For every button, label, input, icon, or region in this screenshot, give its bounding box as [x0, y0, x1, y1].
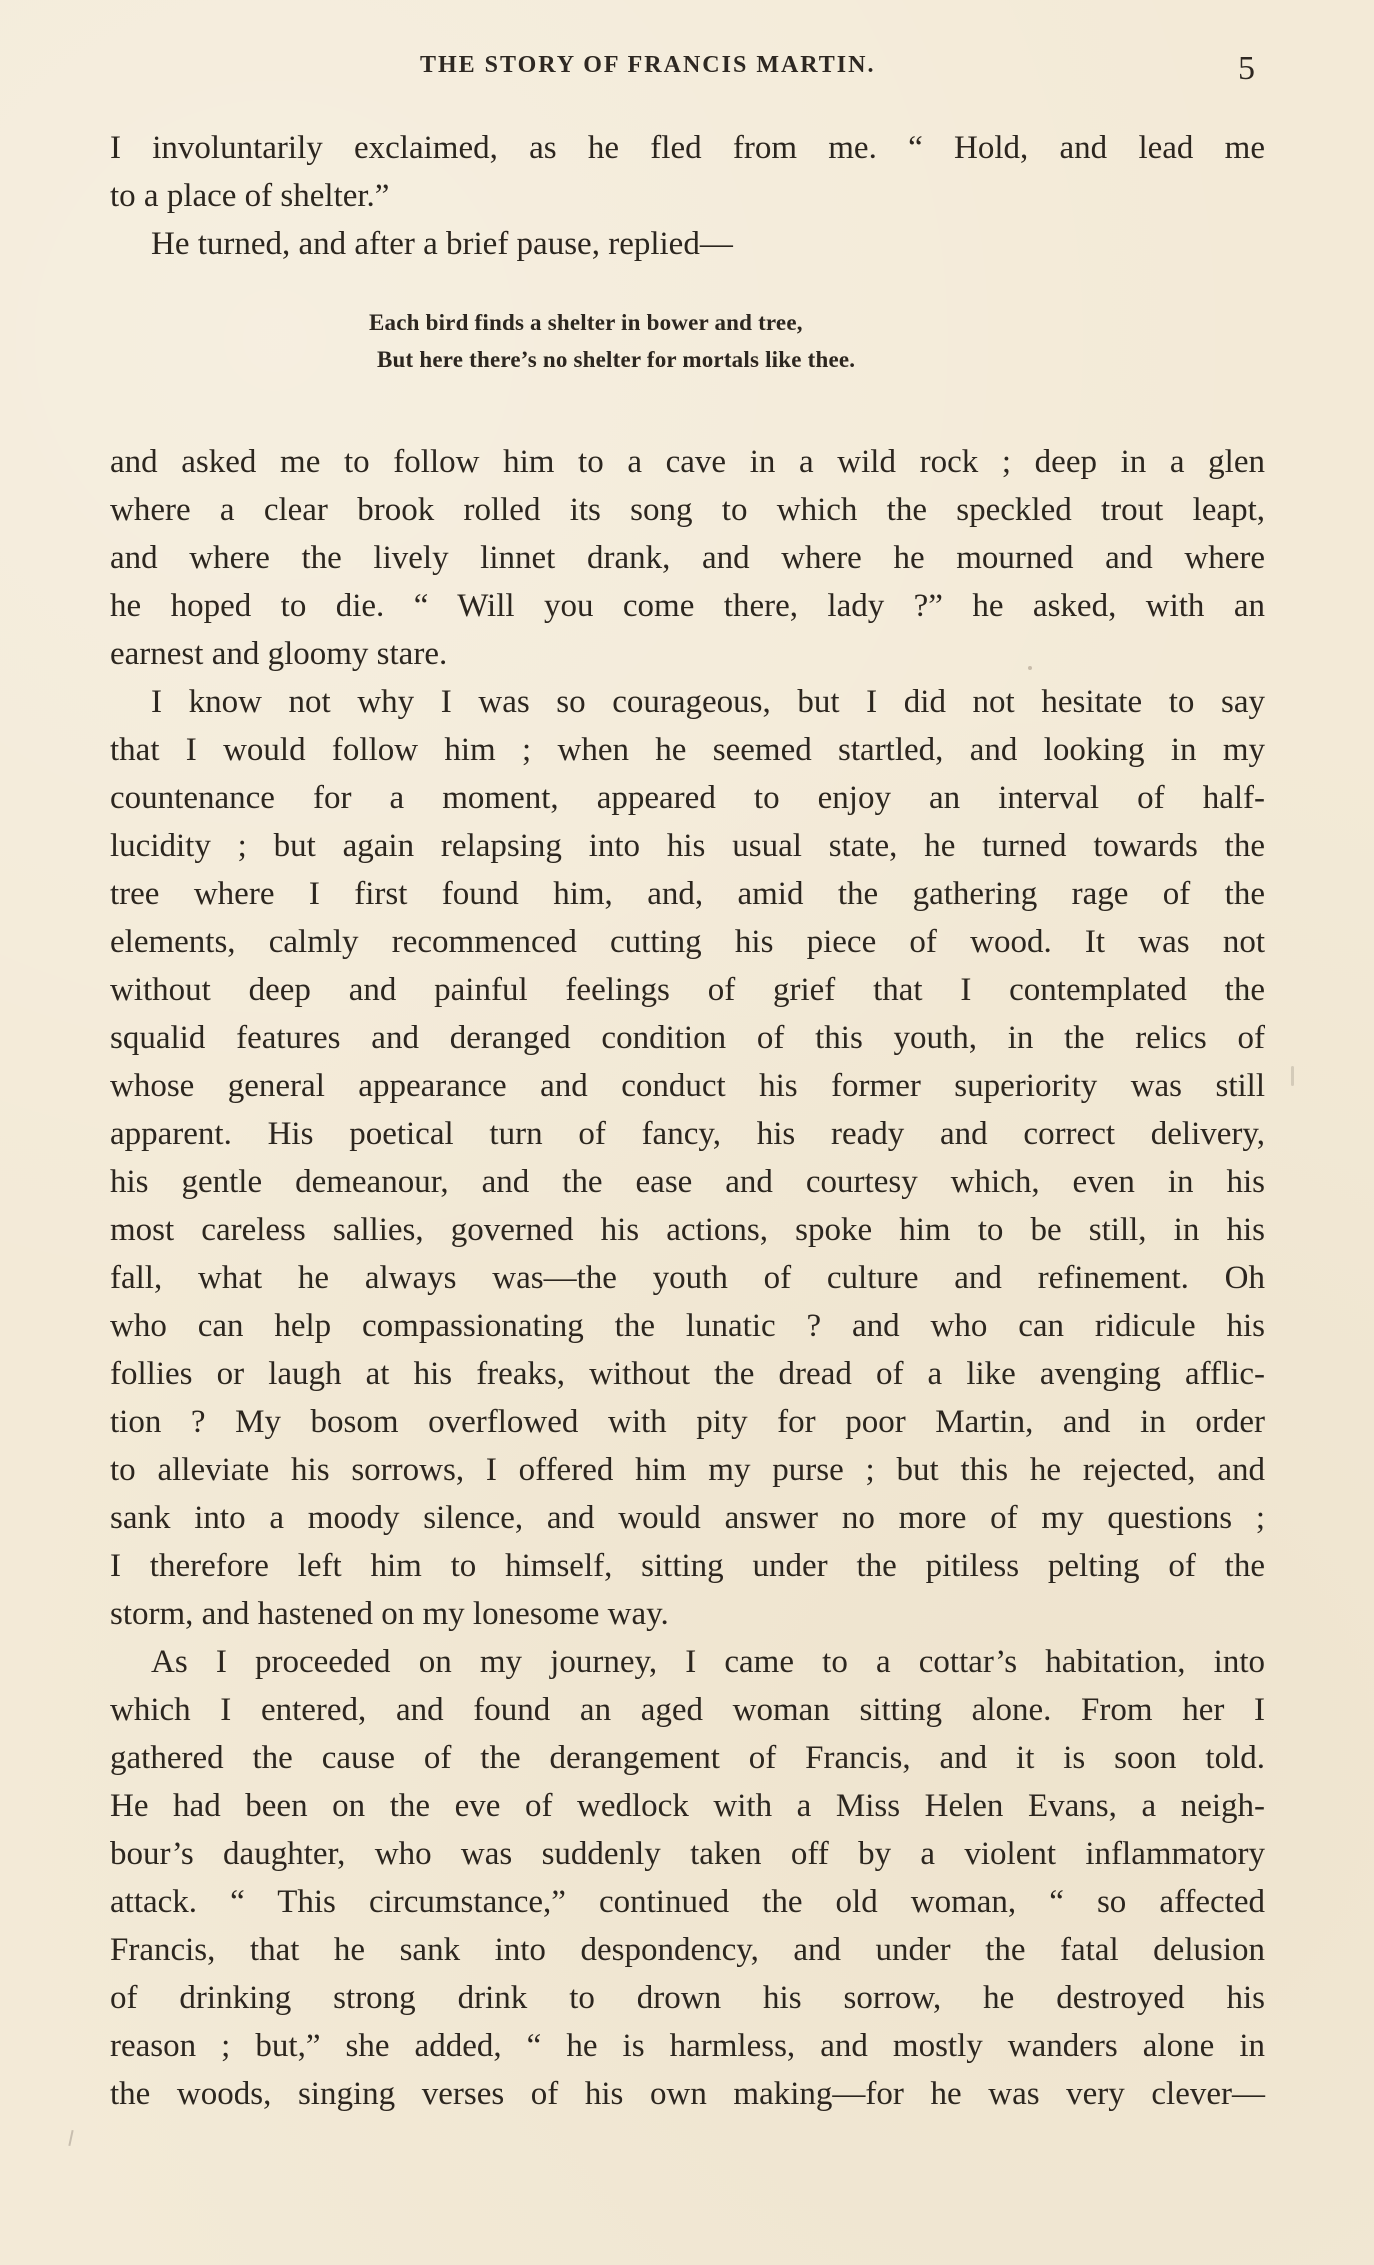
body-line: lucidity ; but again relapsing into his usual state, he turned towards the [110, 828, 1265, 864]
body-line: bour’s daughter, who was suddenly taken off by a violent inflammatory [110, 1836, 1265, 1872]
body-line: elements, calmly recommenced cutting his piece of wood. It was not [110, 924, 1265, 960]
page-title: THE STORY OF FRANCIS MARTIN. [420, 52, 876, 78]
body-line: gathered the cause of the derangement of Francis, and it is soon told. [110, 1740, 1265, 1776]
margin-mark [68, 2130, 73, 2146]
body-line: As I proceeded on my journey, I came to a cottar’s habitation, into [151, 1644, 1265, 1680]
body-line: earnest and gloomy stare. [110, 636, 448, 672]
body-line: of drinking strong drink to drown his sorrow, he destroyed his [110, 1980, 1265, 2016]
opening-paragraphs [110, 124, 1265, 268]
paper-mark [1291, 1066, 1294, 1086]
body-line: apparent. His poetical turn of fancy, his ready and correct delivery, [110, 1116, 1265, 1152]
paper-speck [1028, 666, 1032, 670]
body-line: and asked me to follow him to a cave in a wild rock ; deep in a glen [110, 444, 1265, 480]
body-line: the woods, singing verses of his own making—for he was very clever— [110, 2076, 1265, 2112]
body-line: his gentle demeanour, and the ease and courtesy which, even in his [110, 1164, 1265, 1200]
body-line: tree where I first found him, and, amid the gathering rage of the [110, 876, 1265, 912]
running-head [0, 52, 1374, 92]
body-line: squalid features and deranged condition of this youth, in the relics of [110, 1020, 1265, 1056]
body-line: that I would follow him ; when he seemed startled, and looking in my [110, 732, 1265, 768]
main-text [110, 438, 1265, 2118]
body-line: whose general appearance and conduct his former superiority was still [110, 1068, 1265, 1104]
body-line: I therefore left him to himself, sitting under the pitiless pelting of the [110, 1548, 1265, 1584]
body-line: to alleviate his sorrows, I offered him my purse ; but this he rejected, and [110, 1452, 1265, 1488]
opening-line-2: to a place of shelter.” [110, 178, 390, 214]
body-line: which I entered, and found an aged woman sitting alone. From her I [110, 1692, 1265, 1728]
verse-line-2: But here there’s no shelter for mortals like thee. [377, 347, 856, 372]
body-line: countenance for a moment, appeared to enjoy an interval of half- [110, 780, 1265, 816]
body-line: he hoped to die. “ Will you come there, lady ?” he asked, with an [110, 588, 1265, 624]
body-line: fall, what he always was—the youth of culture and refinement. Oh [110, 1260, 1265, 1296]
body-line: who can help compassionating the lunatic ? and who can ridicule his [110, 1308, 1265, 1344]
body-line: most careless sallies, governed his actions, spoke him to be still, in his [110, 1212, 1265, 1248]
body-line: I know not why I was so courageous, but I did not hesitate to say [151, 684, 1265, 720]
body-line: Francis, that he sank into despondency, and under the fatal delusion [110, 1932, 1265, 1968]
body-line: where a clear brook rolled its song to which the speckled trout leapt, [110, 492, 1265, 528]
opening-line-1: I involuntarily exclaimed, as he fled from me. “ Hold, and lead me [110, 130, 1265, 166]
body-line: and where the lively linnet drank, and where he mourned and where [110, 540, 1265, 576]
body-line: storm, and hastened on my lonesome way. [110, 1596, 669, 1632]
body-line: attack. “ This circumstance,” continued the old woman, “ so affected [110, 1884, 1265, 1920]
body-line: He had been on the eve of wedlock with a Miss Helen Evans, a neigh- [110, 1788, 1265, 1824]
body-line: follies or laugh at his freaks, without the dread of a like avenging afflic- [110, 1356, 1265, 1392]
opening-line-3: He turned, and after a brief pause, replied— [151, 226, 733, 262]
body-line: tion ? My bosom overflowed with pity for poor Martin, and in order [110, 1404, 1265, 1440]
body-line: reason ; but,” she added, “ he is harmless, and mostly wanders alone in [110, 2028, 1265, 2064]
verse-line-1: Each bird finds a shelter in bower and tree, [369, 310, 803, 335]
verse-quotation [369, 304, 1069, 378]
page-number: 5 [1238, 50, 1255, 87]
body-line: sank into a moody silence, and would answer no more of my questions ; [110, 1500, 1265, 1536]
body-line: without deep and painful feelings of grief that I contemplated the [110, 972, 1265, 1008]
